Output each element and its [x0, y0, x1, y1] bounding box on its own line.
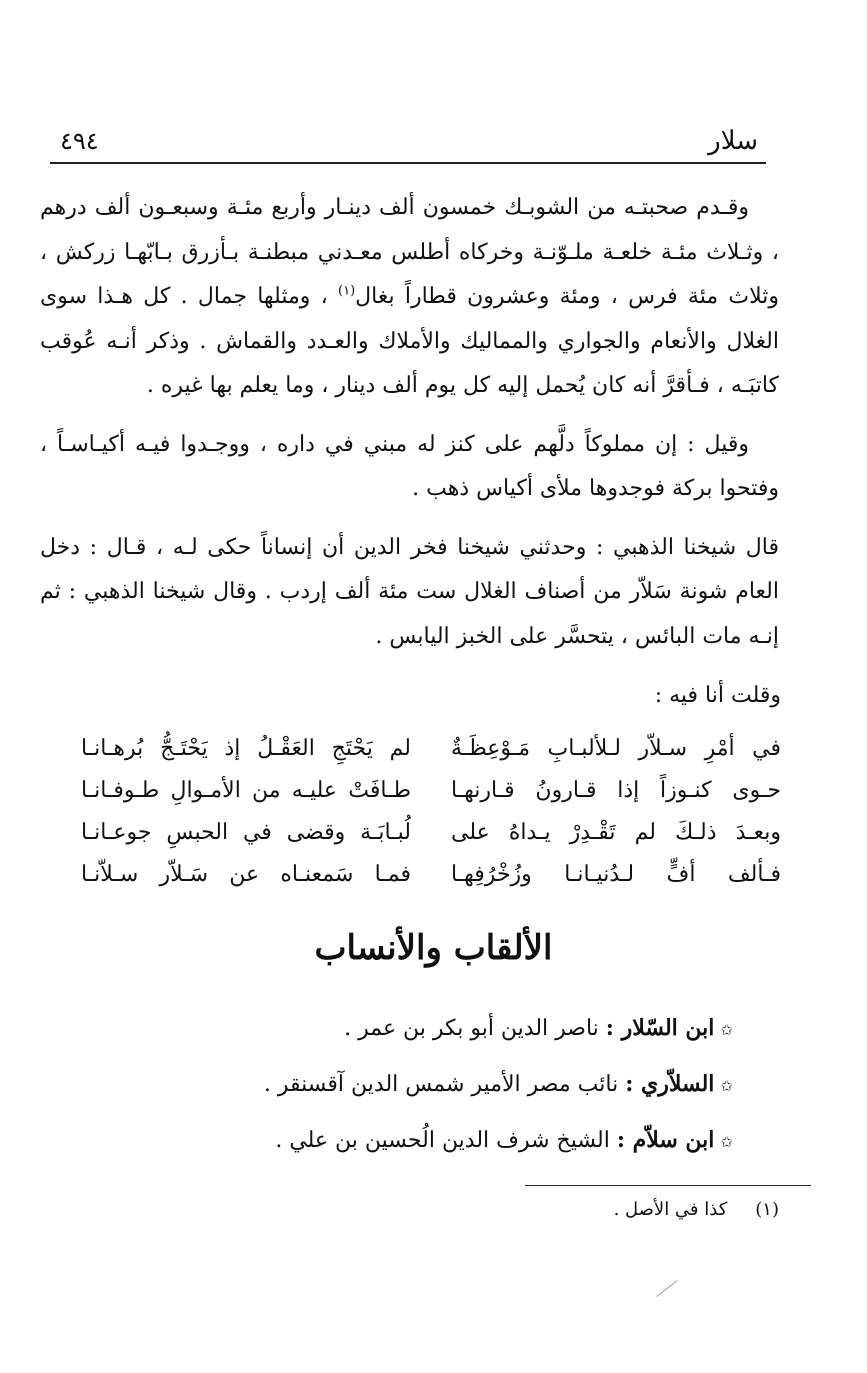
verse-first-hemistich: فـألف أفٍّ لـدُنيـانـا وزُخْرُفِهـا — [451, 862, 781, 887]
title-entry — [264, 1006, 733, 1062]
entry-definition: الشيخ شرف الدين الُحسين بن علي . — [275, 1128, 617, 1153]
verse-first-hemistich: في أمْرِ سـلاّر لـلألبـابِ مَـوْعِظَـةٌ — [451, 736, 781, 761]
verse-second-hemistich: لم يَحْتَجِ العَقْـلُ إذ يَحْتَـجُّ بُرهـانـا — [81, 736, 411, 761]
star-icon: ✩ — [720, 1077, 733, 1095]
poem-verse — [81, 854, 781, 896]
paragraph-2: وقيل : إن مملوكاً دلَّهم على كنز له مبني في داره ، ووجـدوا فيـه أكيـاسـاً ، وفتحوا بركة فوجدوها ملأى أكياس ذهب . — [40, 431, 779, 501]
main-text — [40, 186, 779, 673]
scan-mark — [656, 1280, 677, 1297]
footnote-text: كذا في الأصل . — [613, 1199, 728, 1220]
entry-definition: ناصر الدين أبو بكر بن عمر . — [344, 1016, 606, 1041]
poem-verse — [81, 728, 781, 770]
title-entries-list — [264, 1006, 733, 1174]
poem — [81, 728, 781, 896]
verse-second-hemistich: طـافَتْ عليـه من الأمـوالِ طـوفـانـا — [81, 778, 411, 803]
paragraph-1 — [40, 186, 779, 409]
paragraph-3: قال شيخنا الذهبي : وحدثني شيخنا فخر الدين أن إنساناً حكى لـه ، قـال : دخل العام شونة سَلاّر من أصناف الغلال ست مئة ألف إردب . وقال شيخنا الذهبي : ثم إنـه مات البائس ، يتحسَّر على الخبز اليابس . — [40, 534, 779, 649]
entry-term: ابن سلاّم : — [616, 1127, 715, 1153]
entry-term: ابن السّلار : — [605, 1015, 715, 1041]
paragraph-1-text-b: ، ومثلها جمال . كل هـذا سوى الغلال والأنعام والجواري والمماليك والأملاك والعـدد والقماش . وذكر أنـه عُوقب كاتبَـه ، فـأقرَّ أنه كان يُحمل إليه كل يوم ألف دينار ، وما يعلم بها غيره . — [40, 284, 779, 398]
footnote-mark: (١) — [755, 1199, 779, 1220]
entry-term: السلاّري : — [625, 1071, 715, 1097]
poem-verse — [81, 812, 781, 854]
verse-intro: وقلت أنا فيه : — [654, 683, 781, 708]
footnote-divider — [525, 1185, 811, 1186]
running-title: سلار — [708, 126, 758, 156]
paragraph-1-text-a: وقـدم صحبتـه من الشوبـك خمسون ألف دينـار وأربع مئـة وسبعـون ألف درهم ، وثـلاث مئـة خلعـة ملـوّنـة وخركاه أطلس معـدني مبطنـة بـأزرق بـابّهـا زركش ، وثلاث مئة فرس ، ومئة وعشرون قطاراً بغال — [40, 195, 779, 309]
star-icon: ✩ — [720, 1133, 733, 1151]
verse-first-hemistich: وبعـدَ ذلـكَ لم تَقْـدِرْ يـداهُ على — [451, 820, 781, 845]
star-icon: ✩ — [720, 1021, 733, 1039]
title-entry — [264, 1062, 733, 1118]
verse-second-hemistich: فمـا سَمعنـاه عن سَـلاّر سـلاّنـا — [81, 862, 411, 887]
section-heading: الألقاب والأنساب — [314, 928, 553, 968]
entry-definition: نائب مصر الأمير شمس الدين آقسنقر . — [263, 1072, 626, 1097]
page-number: ٤٩٤ — [60, 127, 99, 155]
footnote-reference: (١) — [338, 283, 356, 299]
poem-verse — [81, 770, 781, 812]
verse-second-hemistich: لُبـابَـة وقضى في الحبسِ جوعـانـا — [81, 820, 411, 845]
footnote — [614, 1196, 779, 1224]
title-entry — [264, 1118, 733, 1174]
verse-first-hemistich: حـوى كنـوزاً إذا قـارونُ قـارنهـا — [451, 778, 781, 803]
page-header — [50, 124, 766, 164]
